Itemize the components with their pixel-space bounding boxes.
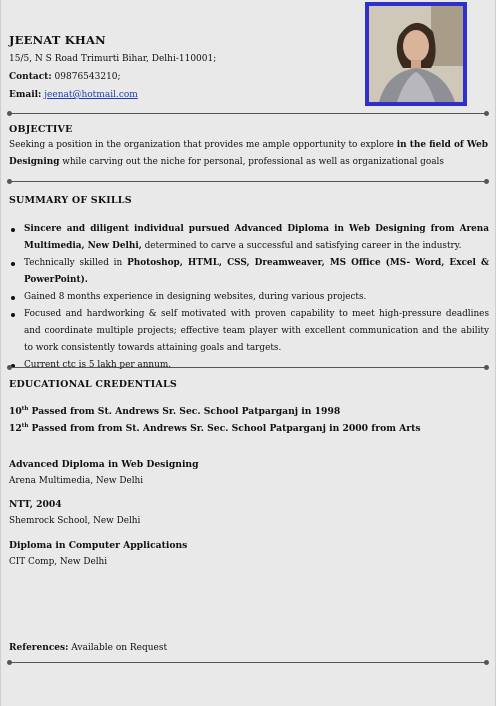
profile-photo-frame: [365, 2, 467, 106]
skill-item-rest: determined to carve a successful and satisfying career in the industry.: [141, 241, 462, 251]
skill-item: [9, 221, 489, 255]
qualification-title: Advanced Diploma in Web Designing: [9, 459, 199, 470]
grade-number: 12: [9, 423, 22, 435]
profile-photo-illustration: [369, 6, 463, 102]
profile-photo: [369, 6, 463, 102]
objective-heading: OBJECTIVE: [9, 124, 73, 135]
grade-suffix: th: [21, 423, 29, 429]
contact-phone: 09876543210;: [54, 72, 121, 82]
contact-label: Contact:: [9, 72, 52, 82]
divider: [9, 181, 487, 182]
skill-item: Gained 8 months experience in designing websites, during various projects.: [9, 289, 489, 306]
skill-item: [9, 255, 489, 289]
qualification-title: NTT, 2004: [9, 499, 62, 510]
objective-text-part1: Seeking a position in the organization that provides me ample opportunity to explore: [9, 140, 397, 150]
address: 15/5, N S Road Trimurti Bihar, Delhi-110001;: [9, 54, 217, 64]
education-line-10th: [9, 406, 340, 417]
email-line: [9, 90, 138, 100]
grade-detail: Passed from from St. Andrews Sr. Sec. School Patparganj in 2000 from Arts: [28, 423, 421, 435]
skill-item: Focused and hardworking & self motivated with proven capability to meet high-pressure deadlines and coordinate multiple projects; effective team player with excellent communication and the ability to work consistently towards attaining goals and targets.: [9, 306, 489, 357]
grade-suffix: th: [21, 406, 29, 412]
candidate-name: JEENAT KHAN: [9, 33, 106, 47]
qualification-institution: Shemrock School, New Delhi: [9, 516, 141, 526]
email-label: Email:: [9, 90, 42, 100]
objective-text-highlight: in the field of Web Designing: [9, 140, 488, 167]
qualification-title: Diploma in Computer Applications: [9, 540, 188, 551]
skill-item-bold: Sincere and diligent individual pursued Advanced Diploma in Web Designing from Arena Multimedia, New Delhi,: [24, 224, 489, 251]
divider: [9, 113, 487, 114]
email-link[interactable]: jeenat@hotmail.com: [44, 90, 138, 100]
skills-list: [9, 221, 489, 374]
divider: [9, 662, 487, 663]
contact-line: [9, 72, 121, 82]
grade-detail: Passed from St. Andrews Sr. Sec. School Patparganj in 1998: [28, 406, 341, 418]
qualification-institution: Arena Multimedia, New Delhi: [9, 476, 144, 486]
divider: [9, 367, 487, 368]
objective-text: [9, 137, 488, 171]
objective-text-part2: while carving out the niche for personal, professional as well as organizational goals: [59, 157, 444, 167]
qualification-institution: CIT Comp, New Delhi: [9, 557, 108, 567]
education-line-12th: [9, 423, 421, 434]
references-line: [9, 643, 167, 653]
skills-heading: SUMMARY OF SKILLS: [9, 195, 132, 206]
references-value: Available on Request: [68, 643, 168, 653]
skill-item-pre: Technically skilled in: [24, 258, 128, 268]
skill-item-bold: Photoshop, HTML, CSS, Dreamweaver, MS Office (MS- Word, Excel & PowerPoint).: [24, 258, 489, 285]
skill-item: Current ctc is 5 lakh per annum.: [9, 357, 489, 374]
education-heading: EDUCATIONAL CREDENTIALS: [9, 379, 177, 390]
references-label: References:: [9, 643, 69, 653]
grade-number: 10: [9, 406, 22, 418]
